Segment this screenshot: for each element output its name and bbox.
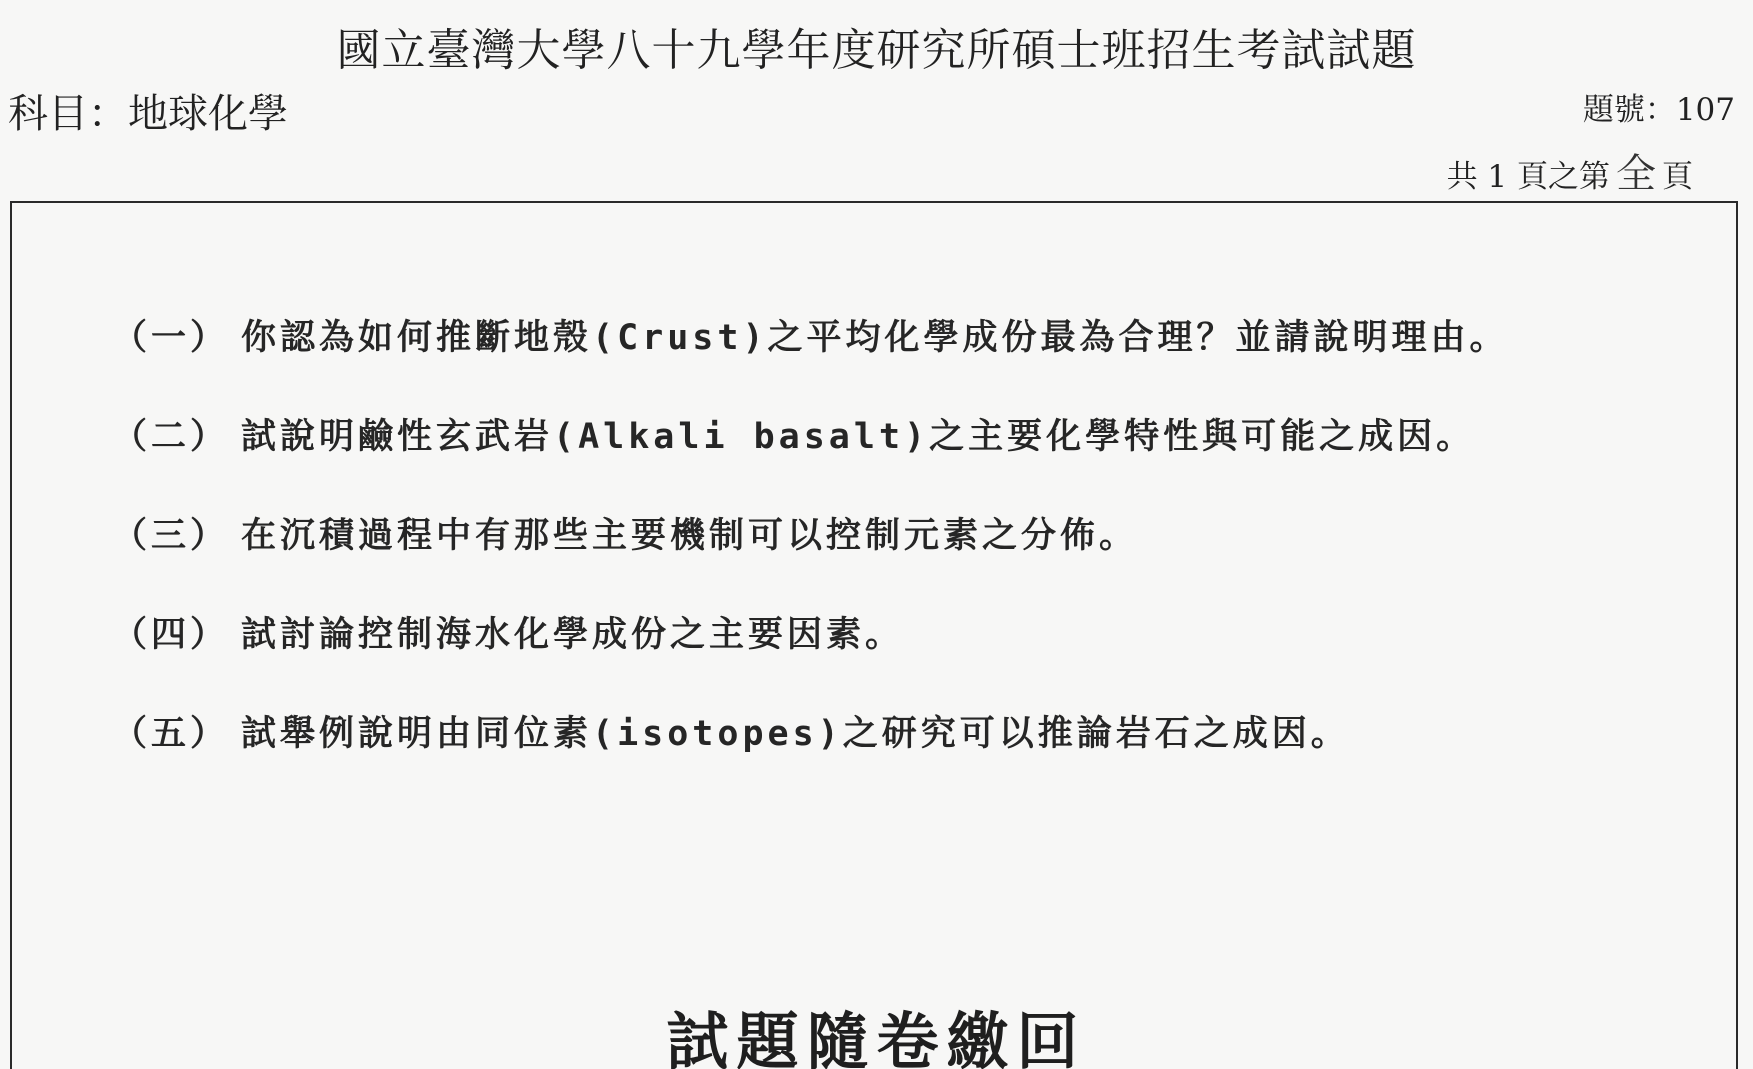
question-text: 你認為如何推斷地殼(Crust)之平均化學成份最為合理？並請說明理由。	[241, 318, 1509, 358]
question-number: （一）	[112, 318, 230, 358]
question-text: 試舉例說明由同位素(isotopes)之研究可以推論岩石之成因。	[241, 714, 1350, 754]
question-number: （二）	[112, 417, 230, 457]
question-text: 試討論控制海水化學成份之主要因素。	[241, 615, 905, 655]
exam-number: 題號：107	[1582, 92, 1735, 128]
question-list	[112, 308, 1672, 803]
subject-label: 科目：地球化學	[8, 91, 288, 137]
question-item	[112, 308, 1672, 407]
page-count-suffix: 頁	[1662, 159, 1693, 195]
question-number: （五）	[112, 714, 230, 754]
question-text: 試說明鹼性玄武岩(Alkali basalt)之主要化學特性與可能之成因。	[241, 417, 1476, 457]
page-count-prefix: 共 1 頁之第	[1446, 159, 1610, 195]
page-count-handwritten: 全	[1616, 151, 1656, 197]
question-number: （四）	[112, 615, 230, 655]
return-notice: 試題隨卷繳回	[666, 1005, 1087, 1069]
question-number: （三）	[112, 516, 230, 556]
exam-title: 國立臺灣大學八十九學年度研究所碩士班招生考試試題	[336, 25, 1417, 76]
question-item	[112, 407, 1672, 506]
page-count	[1447, 142, 1693, 199]
question-item	[112, 506, 1672, 605]
question-item	[112, 605, 1672, 704]
question-text: 在沉積過程中有那些主要機制可以控制元素之分佈。	[241, 516, 1139, 556]
question-item	[112, 704, 1672, 803]
